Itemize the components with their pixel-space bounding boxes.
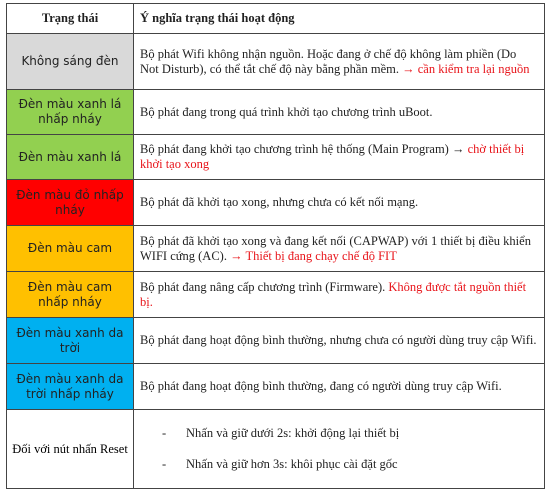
state-cell [7,226,134,272]
reset-item-text: Nhấn và giữ hơn 3s: khôi phục cài đặt gốc [186,457,398,471]
warning-note: → cần kiểm tra lại nguồn [402,61,530,76]
table-row-no-light [7,34,545,90]
state-label: Đèn màu đỏ nhấp nháy [16,187,124,217]
description-text: Bộ phát đang khởi tạo chương trình hệ thống (Main Program) → [140,142,468,156]
description-cell [134,318,545,364]
state-label: Đèn màu xanh da trời nhấp nháy [16,371,124,401]
list-item [162,426,538,441]
table-row-reset [7,410,545,489]
description-cell [134,180,545,226]
warning-note: Không được tắt nguồn thiết bị. [140,279,527,309]
table-row-orange-blink [7,272,545,318]
description-cell [134,364,545,410]
state-cell [7,272,134,318]
state-label: Đèn màu xanh da trời [16,325,124,355]
bullet-dash: - [162,426,167,440]
state-cell [7,34,134,90]
state-cell [7,180,134,226]
state-label: Đèn màu xanh lá nhấp nháy [18,97,122,126]
description-cell [134,272,545,318]
table-row-green-blink [7,90,545,135]
bullet-dash: - [162,457,167,471]
state-label: Đèn màu cam [27,241,113,255]
table-header-row [7,4,545,34]
state-label: Không sáng đèn [21,54,119,68]
description-cell [134,226,545,272]
state-cell [7,90,134,135]
table-row-green [7,135,545,180]
description-text: Bộ phát đang hoạt động bình thường, nhưng chưa có người dùng truy cập Wifi. [140,333,537,347]
warning-note: chờ thiết bị khởi tạo xong [140,142,525,171]
list-item [162,457,538,472]
warning-note: → Thiết bị đang chạy chế độ FIT [230,248,397,263]
state-label: Đèn màu xanh lá [18,149,122,164]
description-text: Bộ phát Wifi không nhận nguồn. Hoặc đang ở chế độ không làm phiền (Do Not Disturb), có thể tắt chế độ này bằng phần mềm. [140,46,517,76]
state-label: Đèn màu cam nhấp nháy [27,279,113,309]
table-row-blue-blink [7,364,545,410]
reset-state-label: Đối với nút nhấn Reset [12,441,128,456]
description-cell [134,34,545,90]
table-row-red-blink [7,180,545,226]
description-text: Bộ phát đã khởi tạo xong, nhưng chưa có kết nối mạng. [140,195,419,209]
state-cell [7,364,134,410]
state-cell [7,135,134,180]
description-text: Bộ phát đang nâng cấp chương trình (Firmware). [140,279,389,294]
led-status-table [6,3,545,489]
header-state: Trạng thái [7,4,134,34]
reset-list [140,426,538,472]
description-text: Bộ phát đang hoạt động bình thường, đang có người dùng truy cập Wifi. [140,379,502,393]
table-row-orange [7,226,545,272]
header-meaning: Ý nghĩa trạng thái hoạt động [134,4,545,34]
description-cell [134,90,545,135]
reset-item-text: Nhấn và giữ dưới 2s: khởi động lại thiết bị [186,426,400,440]
reset-description-cell [134,410,545,489]
description-text: Bộ phát đã khởi tạo xong và đang kết nối (CAPWAP) với 1 thiết bị điều khiển WIFI cứng (AC). [140,233,531,263]
table-row-blue [7,318,545,364]
state-cell [7,318,134,364]
description-cell [134,135,545,180]
reset-state-cell [7,410,134,489]
description-text: Bộ phát đang trong quá trình khởi tạo chương trình uBoot. [140,104,433,119]
